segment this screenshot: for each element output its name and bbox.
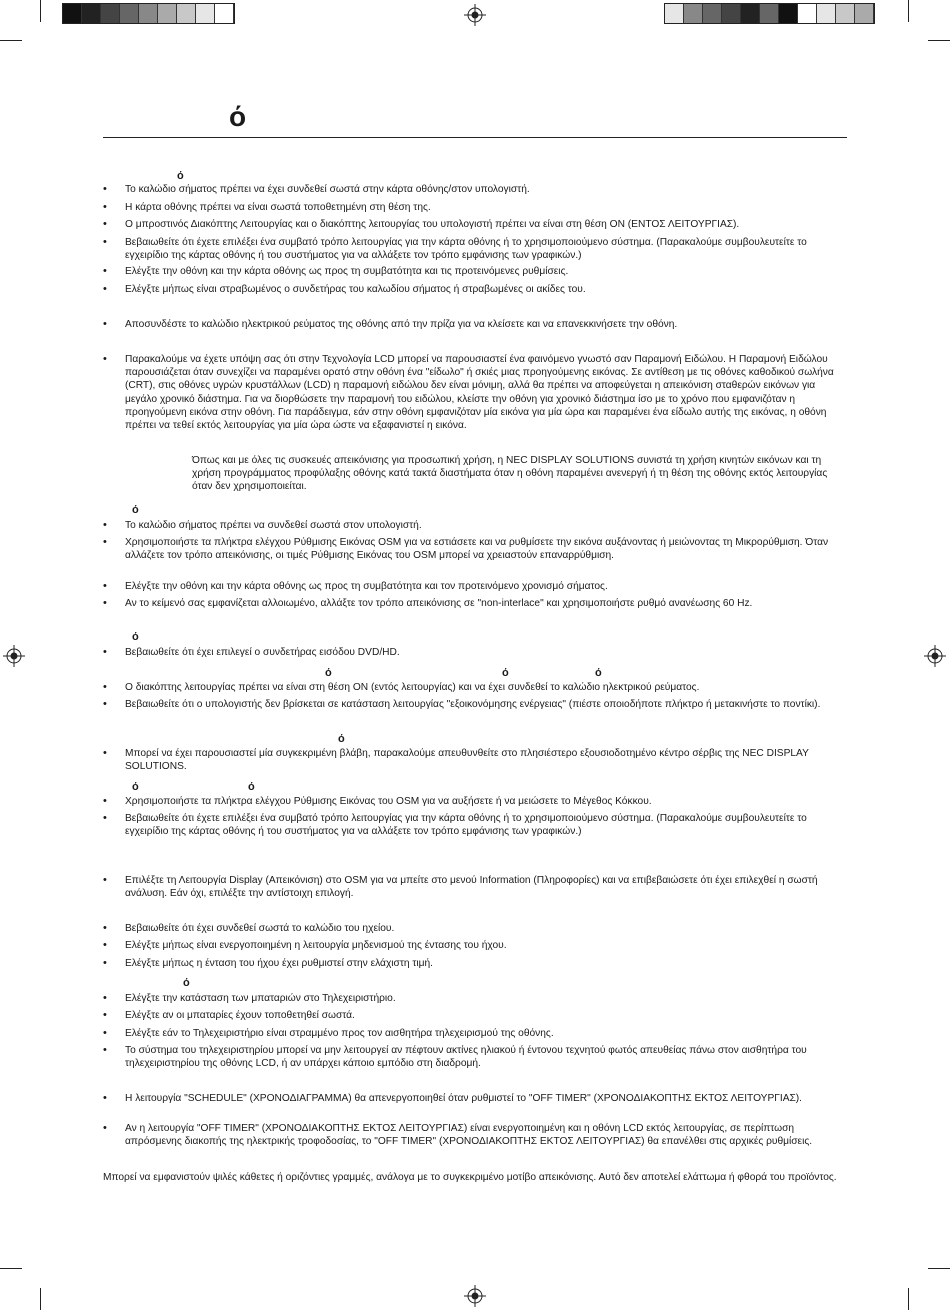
registration-mark-left-icon — [3, 645, 25, 667]
list-item: • Η κάρτα οθόνης πρέπει να είναι σωστά τοποθετημένη στη θέση της. — [103, 201, 431, 213]
registration-mark-bottom-icon — [464, 1285, 486, 1307]
footer-paragraph: Μπορεί να εμφανιστούν ψιλές κάθετες ή οριζόντιες γραμμές, ανάλογα με το συγκεκριμένο μοτίβο απεικόνισης. Αυτό δεν αποτελεί ελάττωμα ή φθορά του προϊόντος. — [103, 1172, 837, 1183]
list-item: • Ο μπροστινός Διακόπτης Λειτουργίας και ο διακόπτης λειτουργίας του υπολογιστή πρέπει να είναι στη θέση ON (ΕΝΤΟΣ ΛΕΙΤΟΥΡΓΙΑΣ). — [103, 218, 740, 230]
list-item: • Ελέγξτε την οθόνη και την κάρτα οθόνης ως προς τη συμβατότητα και τις προτεινόμενες ρυθμίσεις. — [103, 265, 569, 277]
list-item: • Ελέγξτε την οθόνη και την κάρτα οθόνης ως προς τη συμβατότητα και τον προτεινόμενο χρονισμό σήματος. — [103, 580, 608, 592]
color-swatch — [196, 4, 215, 23]
section-heading-glyph: ό — [248, 781, 255, 793]
section-heading-glyph: ό — [132, 504, 139, 516]
color-swatch — [82, 4, 101, 23]
list-item: • Η λειτουργία "SCHEDULE" (ΧΡΟΝΟΔΙΑΓΡΑΜΜΑ) θα απενεργοποιηθεί όταν ρυθμιστεί το "OFF TIMER" (ΧΡΟΝΟΔΙΑΚΟΠΤΗΣ ΕΚΤΟΣ ΛΕΙΤΟΥΡΓΙΑΣ). — [103, 1092, 803, 1104]
list-item: • Ελέγξτε μήπως είναι ενεργοποιημένη η λειτουργία μηδενισμού της έντασης του ήχου. — [103, 939, 507, 951]
list-item: • Χρησιμοποιήστε τα πλήκτρα ελέγχου Ρύθμισης Εικόνας OSM για να εστιάσετε και να ρυθμίσετε την εικόνα αυξάνοντας ή μειώνοντας τη Μικρορύθμιση. Όταν αλλάζετε τον τρόπο απεικόνισης, οι τιμές Ρύθμισης Εικόνας του OSM μπορεί να χρειαστούν επαναρρύθμιση. — [103, 536, 829, 562]
section-heading-glyph: ό — [183, 977, 190, 989]
color-calibration-bar-right — [664, 3, 875, 24]
list-item: • Ελέγξτε μήπως είναι στραβωμένος ο συνδετήρας του καλωδίου σήματος ή στραβωμένες οι ακίδες του. — [103, 283, 586, 295]
list-item: • Ελέγξτε εάν το Τηλεχειριστήριο είναι στραμμένο προς τον αισθητήρα τηλεχειρισμού της οθόνης. — [103, 1027, 554, 1039]
list-item: • Ελέγξτε μήπως η ένταση του ήχου έχει ρυθμιστεί στην ελάχιστη τιμή. — [103, 957, 434, 969]
registration-mark-right-icon — [924, 645, 946, 667]
registration-mark-top-icon — [464, 4, 486, 26]
section-heading-glyph: ό — [132, 781, 139, 793]
list-item: • Αν η λειτουργία "OFF TIMER" (ΧΡΟΝΟΔΙΑΚΟΠΤΗΣ ΕΚΤΟΣ ΛΕΙΤΟΥΡΓΙΑΣ) είναι ενεργοποιημένη και η οθόνη LCD εκτός λειτουργίας, σε περίπτωση απρόσμενης διακοπής της ηλεκτρικής τροφοδοσίας, το "OFF TIMER" (ΧΡΟΝΟΔΙΑΚΟΠΤΗΣ ΕΚΤΟΣ ΛΕΙΤΟΥΡΓΙΑΣ) θα επανέλθει στις αρχικές ρυθμίσεις. — [103, 1122, 813, 1148]
list-item: • Ο διακόπτης λειτουργίας πρέπει να είναι στη θέση ON (εντός λειτουργίας) και να έχει συνδεθεί το καλώδιο ηλεκτρικού ρεύματος. — [103, 681, 700, 693]
list-item: • Αποσυνδέστε το καλώδιο ηλεκτρικού ρεύματος της οθόνης από την πρίζα για να κλείσετε και να επανεκκινήσετε την οθόνη. — [103, 318, 678, 330]
color-calibration-bar-left — [62, 3, 235, 24]
section-heading-glyph: ό — [325, 667, 332, 679]
list-item: • Επιλέξτε τη Λειτουργία Display (Απεικόνιση) στο OSM για να μπείτε στο μενού Information (Πληροφορίες) και να επιβεβαιώσετε ότι έχει επιλεχθεί η σωστή ανάλυση. Εάν όχι, επιλέξτε την αντίστοιχη επιλογή. — [103, 874, 818, 900]
list-item: • Αν το κείμενό σας εμφανίζεται αλλοιωμένο, αλλάξτε τον τρόπο απεικόνισης σε "non-interlace" και χρησιμοποιήστε ρυθμό ανανέωσης 60 Hz. — [103, 597, 753, 609]
list-item: • Βεβαιωθείτε ότι έχει συνδεθεί σωστά το καλώδιο του ηχείου. — [103, 922, 395, 934]
color-swatch — [139, 4, 158, 23]
section-heading-glyph: ό — [338, 733, 345, 745]
color-swatch — [836, 4, 855, 23]
color-swatch — [158, 4, 177, 23]
color-swatch — [215, 4, 234, 23]
list-item: • Το σύστημα του τηλεχειριστηρίου μπορεί να μην λειτουργεί αν πέφτουν ακτίνες ηλιακού ή έντονου τεχνητού φωτός απευθείας πάνω στον αισθητήρα του τηλεχειριστηρίου της οθόνης LCD, ή αν υπάρχει κάποιο εμπόδιο στη διαδρομή. — [103, 1044, 807, 1070]
color-swatch — [684, 4, 703, 23]
color-swatch — [779, 4, 798, 23]
color-swatch — [177, 4, 196, 23]
color-swatch — [101, 4, 120, 23]
list-item: • Βεβαιωθείτε ότι έχετε επιλέξει ένα συμβατό τρόπο λειτουργίας για την κάρτα οθόνης ή το χρησιμοποιούμενο σύστημα. (Παρακαλούμε συμβουλευτείτε το εγχειρίδιο της κάρτας οθόνης ή του συστήματος για να αλλάξετε τον τρόπο εμφάνισης των γραφικών.) — [103, 236, 807, 262]
color-swatch — [855, 4, 874, 23]
color-swatch — [798, 4, 817, 23]
title-divider — [103, 137, 847, 138]
section-heading-glyph: ό — [502, 667, 509, 679]
list-item: • Παρακαλούμε να έχετε υπόψη σας ότι στην Τεχνολογία LCD μπορεί να παρουσιαστεί ένα φαινόμενο γνωστό σαν Παραμονή Ειδώλου. Η Παραμονή Ειδώλου παρουσιάζεται όταν συνεχίζει να παραμένει ορατό στην οθόνη ένα "είδωλο" ή σκιές μιας προηγούμενης εικόνας. Σε αντίθεση με τις οθόνες καθοδικού σωλήνα (CRT), στις οθόνες υγρών κρυστάλλων (LCD) η παραμονή ειδώλου δεν είναι μόνιμη, αλλά θα πρέπει να αποφεύγεται η απεικόνιση σταθερών εικόνων για μεγάλο χρονικό διάστημα. Για να διορθώσετε την παραμονή του ειδώλου, κλείστε την οθόνη για χρονικό διάστημα ίσο με το χρόνο που εμφανιζόταν η προηγούμενη εικόνα στην οθόνη. Για παράδειγμα, εάν στην οθόνη εμφανιζόταν μία εικόνα για μία ώρα και παραμένει ένα είδωλο αυτής της εικόνας, η οθόνη πρέπει να τεθεί εκτός λειτουργίας για μία ώρα ώστε να εξαφανιστεί η εικόνα. — [103, 353, 834, 432]
color-swatch — [741, 4, 760, 23]
list-item: • Το καλώδιο σήματος πρέπει να έχει συνδεθεί σωστά στην κάρτα οθόνης/στον υπολογιστή. — [103, 183, 530, 195]
page-title-glyph: ό — [229, 101, 247, 132]
list-item: • Το καλώδιο σήματος πρέπει να συνδεθεί σωστά στον υπολογιστή. — [103, 519, 422, 531]
list-item: • Ελέγξτε αν οι μπαταρίες έχουν τοποθετηθεί σωστά. — [103, 1009, 355, 1021]
note-paragraph: Όπως και με όλες τις συσκευές απεικόνισης για προσωπική χρήση, η NEC DISPLAY SOLUTIONS συνιστά τη χρήση κινητών εικόνων και τη χρήση προγράμματος προφύλαξης οθόνης κατά τακτά διαστήματα όταν η οθόνη παραμένει ανενεργή ή τη θέση της οθόνης εκτός λειτουργίας όταν δεν χρησιμοποιείται. — [192, 455, 828, 493]
section-heading-glyph: ό — [177, 170, 184, 182]
color-swatch — [703, 4, 722, 23]
color-swatch — [760, 4, 779, 23]
list-item: • Βεβαιωθείτε ότι ο υπολογιστής δεν βρίσκεται σε κατάσταση λειτουργίας "εξοικονόμησης ενέργειας" (πιέστε οποιοδήποτε πλήκτρο ή μετακινήστε το ποντίκι). — [103, 698, 821, 710]
color-swatch — [817, 4, 836, 23]
list-item: • Χρησιμοποιήστε τα πλήκτρα ελέγχου Ρύθμισης Εικόνας του OSM για να αυξήσετε ή να μειώσετε το Μέγεθος Κόκκου. — [103, 795, 652, 807]
list-item: • Βεβαιωθείτε ότι έχετε επιλέξει ένα συμβατό τρόπο λειτουργίας για την κάρτα οθόνης ή το χρησιμοποιούμενο σύστημα. (Παρακαλούμε συμβουλευτείτε το εγχειρίδιο της κάρτας οθόνης ή του συστήματος για να αλλάξετε τον τρόπο εμφάνισης των γραφικών.) — [103, 812, 807, 838]
section-heading-glyph: ό — [595, 667, 602, 679]
list-item: • Βεβαιωθείτε ότι έχει επιλεγεί ο συνδετήρας εισόδου DVD/HD. — [103, 646, 400, 658]
color-swatch — [120, 4, 139, 23]
list-item: • Μπορεί να έχει παρουσιαστεί μία συγκεκριμένη βλάβη, παρακαλούμε απευθυνθείτε στο πλησιέστερο εξουσιοδοτημένο κέντρο σέρβις της NEC DISPLAY SOLUTIONS. — [103, 747, 809, 773]
color-swatch — [665, 4, 684, 23]
list-item: • Ελέγξτε την κατάσταση των μπαταριών στο Τηλεχειριστήριο. — [103, 992, 396, 1004]
section-heading-glyph: ό — [132, 631, 139, 643]
color-swatch — [722, 4, 741, 23]
color-swatch — [63, 4, 82, 23]
